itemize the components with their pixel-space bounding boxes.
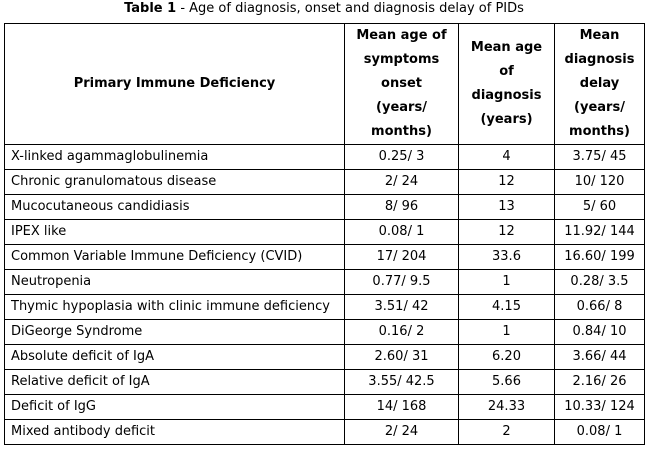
- header-diagnosis-line: diagnosis: [471, 88, 542, 103]
- header-onset-line: (years/: [376, 100, 427, 115]
- diagnosis-cell: 12: [459, 170, 555, 195]
- header-delay-line: Mean: [579, 28, 620, 43]
- table-row: [5, 170, 645, 195]
- header-diagnosis-line: Mean age: [470, 40, 543, 55]
- header-diagnosis: [459, 24, 555, 145]
- table-row: [5, 195, 645, 220]
- onset-cell: 0.08/ 1: [345, 220, 459, 245]
- diagnosis-cell: 33.6: [459, 245, 555, 270]
- onset-cell: 0.77/ 9.5: [345, 270, 459, 295]
- pid-name-cell: Neutropenia: [5, 270, 345, 295]
- delay-cell: 11.92/ 144: [555, 220, 645, 245]
- table-row: [5, 270, 645, 295]
- diagnosis-cell: 4.15: [459, 295, 555, 320]
- header-onset-line: months): [371, 124, 432, 139]
- delay-cell: 16.60/ 199: [555, 245, 645, 270]
- diagnosis-cell: 1: [459, 320, 555, 345]
- pid-name-cell: Mucocutaneous candidiasis: [5, 195, 345, 220]
- onset-cell: 2/ 24: [345, 420, 459, 445]
- onset-cell: 0.25/ 3: [345, 145, 459, 170]
- header-diagnosis-line: of: [499, 64, 514, 79]
- pid-name-cell: Thymic hypoplasia with clinic immune deficiency: [5, 295, 345, 320]
- table-caption-label: Table 1: [124, 1, 177, 16]
- delay-cell: 5/ 60: [555, 195, 645, 220]
- header-delay-line: diagnosis: [564, 52, 635, 67]
- pid-name-cell: IPEX like: [5, 220, 345, 245]
- pid-name-cell: X-linked agammaglobulinemia: [5, 145, 345, 170]
- table-caption: [0, 1, 648, 17]
- table-row: [5, 345, 645, 370]
- table-caption-text: - Age of diagnosis, onset and diagnosis delay of PIDs: [176, 1, 524, 16]
- table-row: [5, 145, 645, 170]
- diagnosis-cell: 5.66: [459, 370, 555, 395]
- diagnosis-cell: 6.20: [459, 345, 555, 370]
- delay-cell: 3.75/ 45: [555, 145, 645, 170]
- pid-name-cell: DiGeorge Syndrome: [5, 320, 345, 345]
- diagnosis-cell: 2: [459, 420, 555, 445]
- delay-cell: 0.66/ 8: [555, 295, 645, 320]
- diagnosis-cell: 4: [459, 145, 555, 170]
- delay-cell: 3.66/ 44: [555, 345, 645, 370]
- onset-cell: 14/ 168: [345, 395, 459, 420]
- pid-name-cell: Mixed antibody deficit: [5, 420, 345, 445]
- header-delay-line: delay: [579, 76, 620, 91]
- table-row: [5, 395, 645, 420]
- onset-cell: 17/ 204: [345, 245, 459, 270]
- table-row: [5, 420, 645, 445]
- diagnosis-cell: 24.33: [459, 395, 555, 420]
- delay-cell: 10.33/ 124: [555, 395, 645, 420]
- table-body: [5, 145, 645, 445]
- onset-cell: 8/ 96: [345, 195, 459, 220]
- pid-name-cell: Common Variable Immune Deficiency (CVID): [5, 245, 345, 270]
- header-diagnosis-line: (years): [480, 112, 533, 127]
- delay-cell: 2.16/ 26: [555, 370, 645, 395]
- pid-name-cell: Chronic granulomatous disease: [5, 170, 345, 195]
- onset-cell: 3.55/ 42.5: [345, 370, 459, 395]
- pid-name-cell: Deficit of IgG: [5, 395, 345, 420]
- table-row: [5, 220, 645, 245]
- diagnosis-cell: 13: [459, 195, 555, 220]
- diagnosis-cell: 1: [459, 270, 555, 295]
- header-onset: [345, 24, 459, 145]
- table-row: [5, 245, 645, 270]
- onset-cell: 3.51/ 42: [345, 295, 459, 320]
- header-delay: [555, 24, 645, 145]
- pid-table: [4, 23, 645, 445]
- onset-cell: 2.60/ 31: [345, 345, 459, 370]
- header-onset-line: onset: [381, 76, 422, 91]
- header-delay-line: months): [569, 124, 630, 139]
- header-onset-line: Mean age of: [356, 28, 447, 43]
- delay-cell: 0.28/ 3.5: [555, 270, 645, 295]
- header-row: [5, 24, 645, 145]
- table-row: [5, 320, 645, 345]
- table-row: [5, 295, 645, 320]
- header-pid: Primary Immune Deficiency: [5, 24, 345, 145]
- header-onset-line: symptoms: [363, 52, 440, 67]
- delay-cell: 10/ 120: [555, 170, 645, 195]
- delay-cell: 0.84/ 10: [555, 320, 645, 345]
- pid-name-cell: Absolute deficit of IgA: [5, 345, 345, 370]
- pid-name-cell: Relative deficit of IgA: [5, 370, 345, 395]
- onset-cell: 2/ 24: [345, 170, 459, 195]
- delay-cell: 0.08/ 1: [555, 420, 645, 445]
- header-delay-line: (years/: [574, 100, 625, 115]
- diagnosis-cell: 12: [459, 220, 555, 245]
- onset-cell: 0.16/ 2: [345, 320, 459, 345]
- table-row: [5, 370, 645, 395]
